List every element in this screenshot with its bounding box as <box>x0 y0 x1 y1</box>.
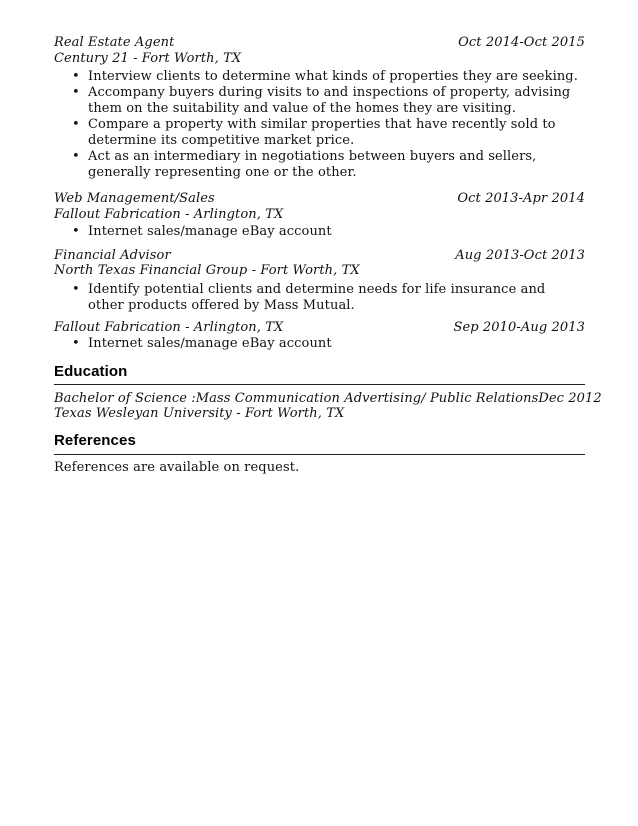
references-text: References are available on request. <box>54 460 300 475</box>
job-company: Century 21 - Fort Worth, TX <box>54 51 242 66</box>
list-item: • Identify potential clients and determine needs for life insurance and other products offered by Mass Mutual. <box>70 282 585 314</box>
job-dates: Sep 2010-Aug 2013 <box>453 320 585 335</box>
list-item: • Internet sales/manage eBay account <box>70 336 585 352</box>
job-title: Real Estate Agent <box>54 35 175 50</box>
job-company: North Texas Financial Group - Fort Worth, TX <box>54 263 360 278</box>
section-divider <box>54 384 585 385</box>
list-item: • Internet sales/manage eBay account <box>70 224 585 240</box>
job-dates: Aug 2013-Oct 2013 <box>455 248 585 263</box>
education-degree-row <box>54 391 602 407</box>
job-bullet-list <box>70 282 585 314</box>
job-company: Fallout Fabrication - Arlington, TX <box>54 207 284 222</box>
job-header-real-estate <box>54 35 585 51</box>
job-company: Fallout Fabrication - Arlington, TX <box>54 320 284 335</box>
education-school: Texas Wesleyan University - Fort Worth, TX <box>54 406 345 421</box>
job-bullet-list <box>70 224 585 240</box>
job-title: Web Management/Sales <box>54 191 215 206</box>
job-bullet-list <box>70 336 585 352</box>
job-header-fallout-fabrication <box>54 320 585 336</box>
education-degree: Bachelor of Science :Mass Communication Advertising/ Public Relations <box>54 391 539 406</box>
education-date: Dec 2012 <box>538 391 602 406</box>
list-item: • Interview clients to determine what kinds of properties they are seeking. <box>70 69 585 85</box>
job-header-web-management <box>54 191 585 207</box>
section-heading-references: References <box>54 432 136 449</box>
job-title: Financial Advisor <box>54 248 171 263</box>
list-item: • Compare a property with similar properties that have recently sold to determine its competitive market price. <box>70 117 585 149</box>
job-bullet-list <box>70 69 585 181</box>
section-heading-education: Education <box>54 363 128 380</box>
section-divider <box>54 454 585 455</box>
list-item: • Accompany buyers during visits to and inspections of property, advising them on the suitability and value of the homes they are visiting. <box>70 85 585 117</box>
job-dates: Oct 2013-Apr 2014 <box>457 191 585 206</box>
job-header-financial-advisor <box>54 248 585 264</box>
list-item: • Act as an intermediary in negotiations between buyers and sellers, generally representing one or the other. <box>70 149 585 181</box>
job-dates: Oct 2014-Oct 2015 <box>458 35 585 50</box>
